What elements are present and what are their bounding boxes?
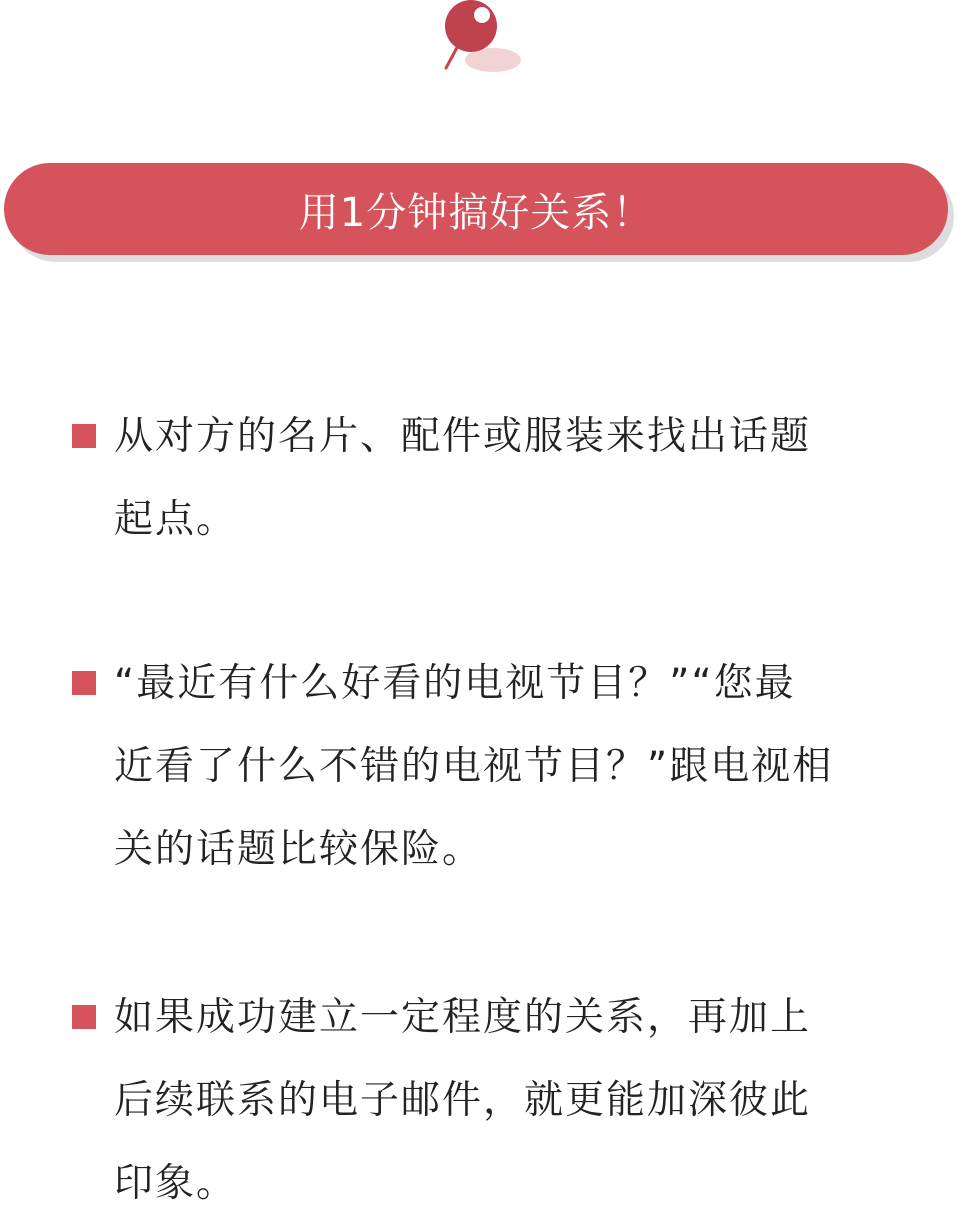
square-bullet-icon <box>72 424 96 448</box>
square-bullet-icon <box>72 1005 96 1029</box>
square-bullet-icon <box>72 671 96 695</box>
page-title: 用1分钟搞好关系！ <box>298 189 654 236</box>
list-item-text: “最近有什么好看的电视节目？”“您最近看了什么不错的电视节目？”跟电视相关的话题比较保险。 <box>114 661 834 872</box>
pushpin-icon <box>438 0 528 76</box>
list-item-text: 如果成功建立一定程度的关系，再加上后续联系的电子邮件，就更能加深彼此印象。 <box>114 995 812 1206</box>
title-banner <box>4 163 948 255</box>
list-item <box>72 395 852 561</box>
list-item <box>72 976 852 1225</box>
list-item <box>72 642 852 891</box>
list-item-text: 从对方的名片、配件或服装来找出话题起点。 <box>114 414 812 542</box>
